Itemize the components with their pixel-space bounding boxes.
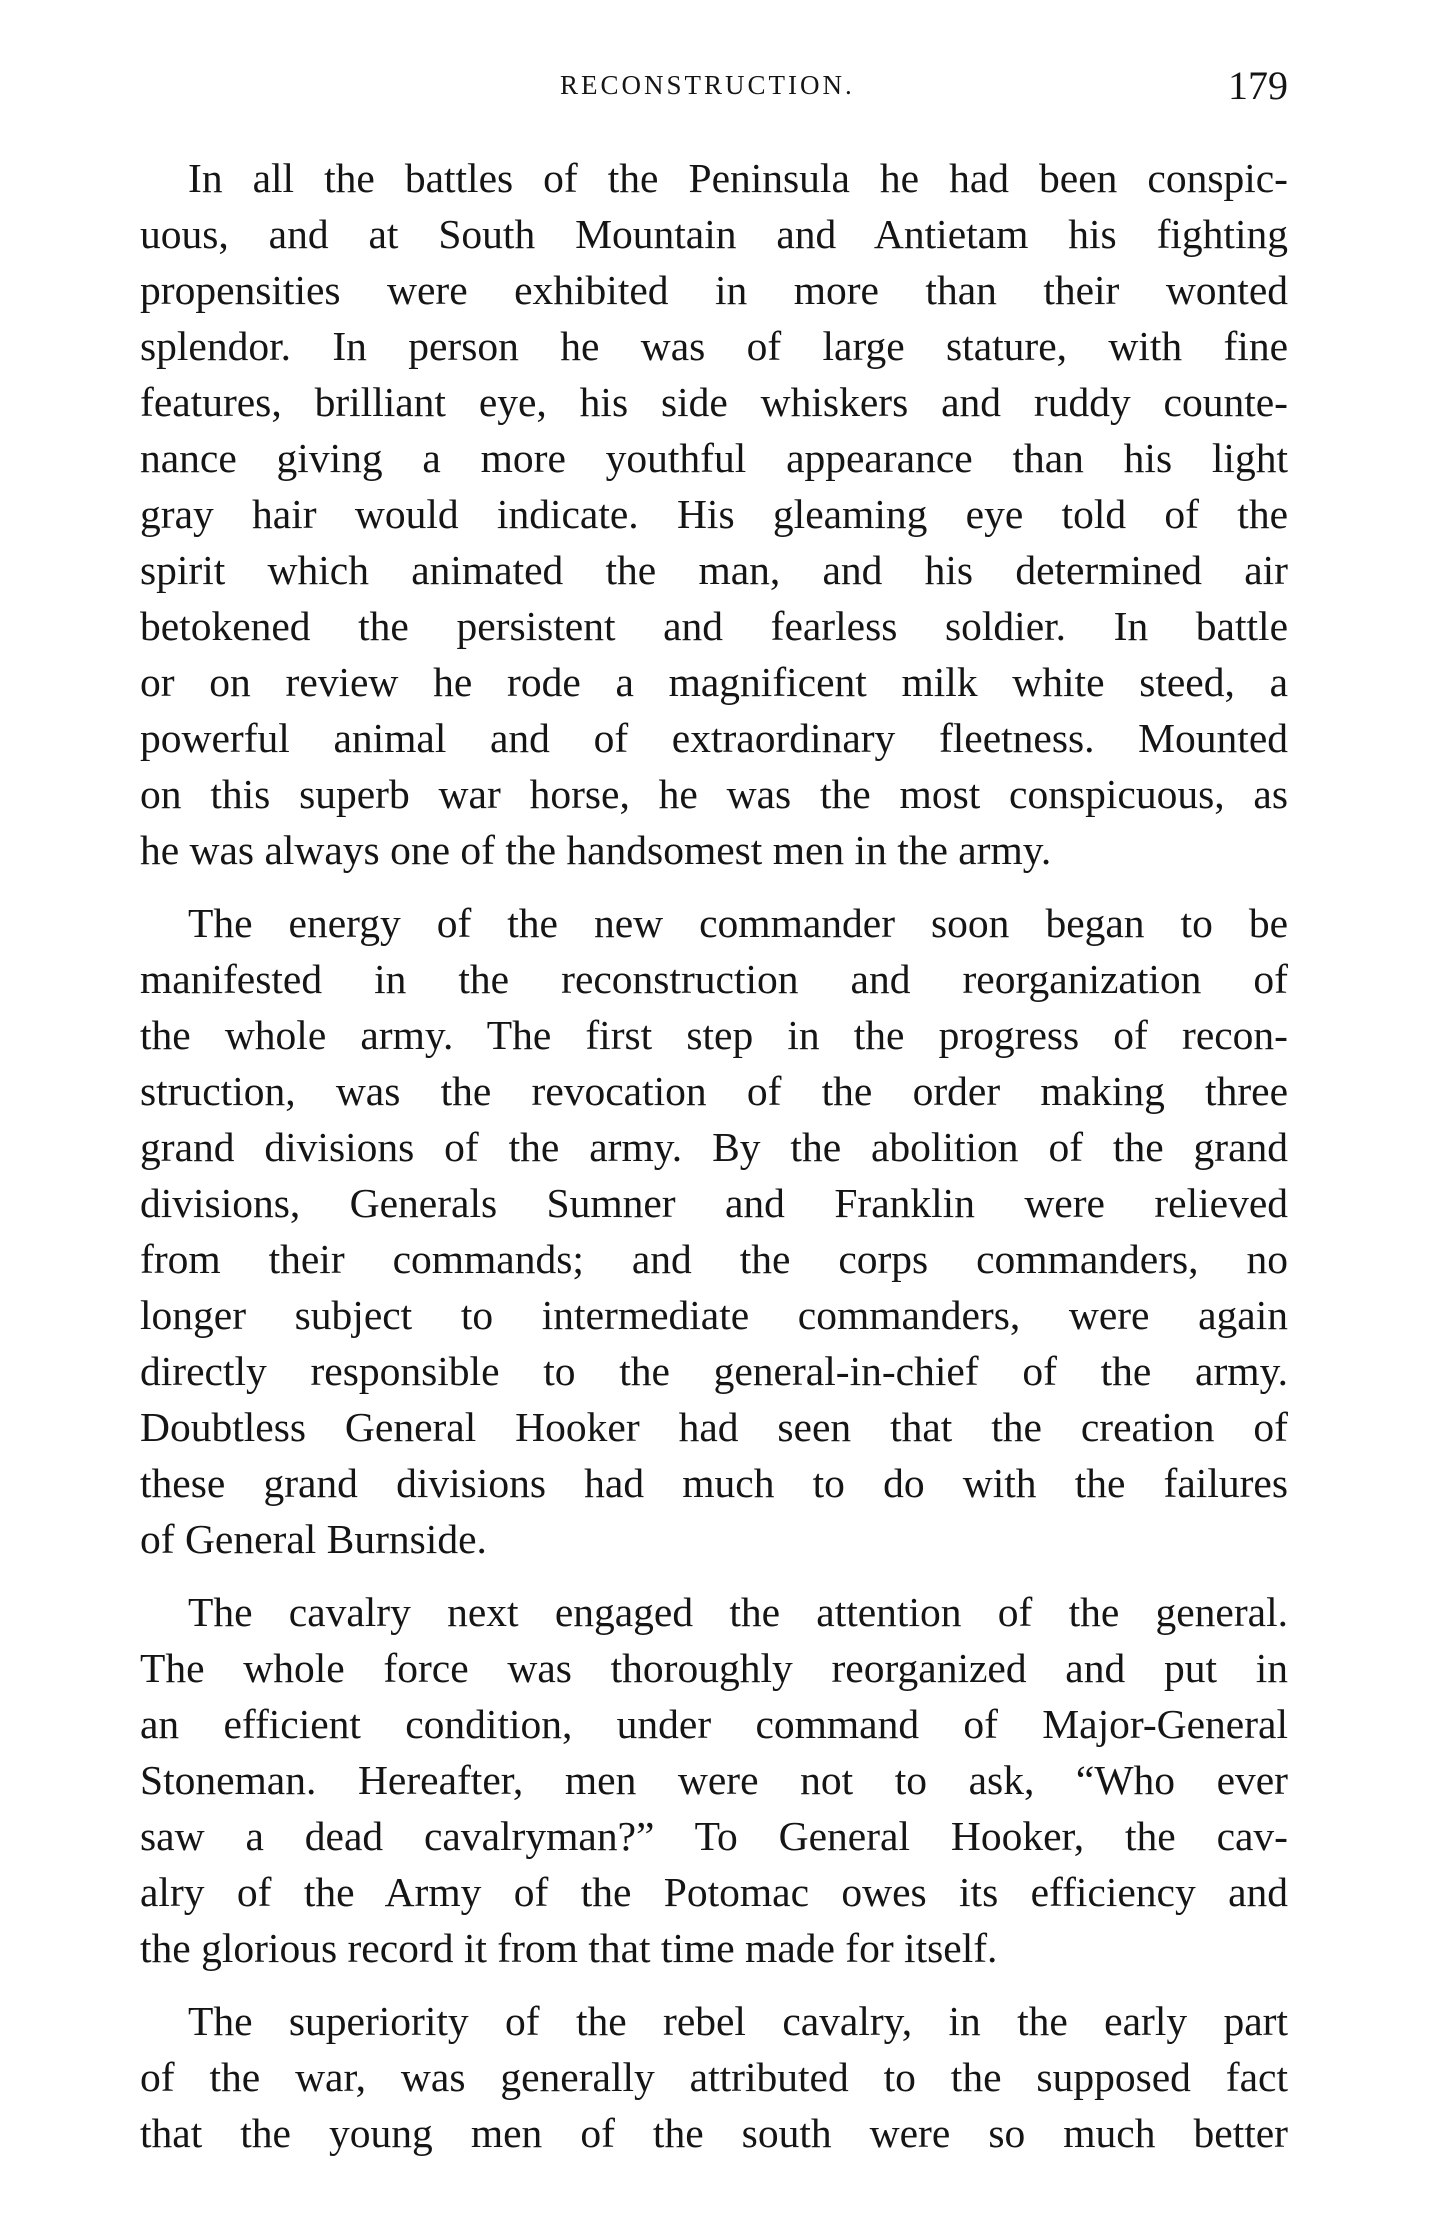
paragraph-4 <box>140 1993 1288 2161</box>
text-line: longer subject to intermediate commanders, were again <box>140 1292 1288 1338</box>
text-line: the whole army. The first step in the progress of recon- <box>140 1012 1288 1058</box>
text-line: Stoneman. Hereafter, men were not to ask, “Who ever <box>140 1757 1288 1803</box>
text-line: manifested in the reconstruction and reorganization of <box>140 956 1288 1002</box>
text-line: splendor. In person he was of large stature, with fine <box>140 323 1288 369</box>
body-text <box>140 150 1288 2178</box>
text-line: spirit which animated the man, and his determined air <box>140 547 1288 593</box>
running-title: RECONSTRUCTION. <box>560 70 855 100</box>
text-line: from their commands; and the corps commanders, no <box>140 1236 1288 1282</box>
text-line: of the war, was generally attributed to the supposed fact <box>140 2054 1288 2100</box>
text-line: directly responsible to the general-in-chief of the army. <box>140 1348 1288 1394</box>
page-number: 179 <box>1228 63 1288 108</box>
text-line: or on review he rode a magnificent milk white steed, a <box>140 659 1288 705</box>
text-line: betokened the persistent and fearless soldier. In battle <box>140 603 1288 649</box>
paragraph-3 <box>140 1584 1288 1976</box>
paragraph-1 <box>140 150 1288 878</box>
text-line: powerful animal and of extraordinary fleetness. Mounted <box>140 715 1288 761</box>
text-line: these grand divisions had much to do with the failures <box>140 1460 1288 1506</box>
text-line: that the young men of the south were so much better <box>140 2110 1288 2156</box>
text-line: The superiority of the rebel cavalry, in the early part <box>188 1998 1288 2044</box>
text-line: grand divisions of the army. By the abolition of the grand <box>140 1124 1288 1170</box>
text-line: alry of the Army of the Potomac owes its efficiency and <box>140 1869 1288 1915</box>
running-head <box>140 62 1288 112</box>
text-line: struction, was the revocation of the order making three <box>140 1068 1288 1114</box>
text-line: uous, and at South Mountain and Antietam his fighting <box>140 211 1288 257</box>
text-line: nance giving a more youthful appearance than his light <box>140 435 1288 481</box>
text-line: an efficient condition, under command of Major-General <box>140 1701 1288 1747</box>
text-line: divisions, Generals Sumner and Franklin were relieved <box>140 1180 1288 1226</box>
text-line: The energy of the new commander soon began to be <box>188 900 1288 946</box>
text-line: propensities were exhibited in more than their wonted <box>140 267 1288 313</box>
text-line: The cavalry next engaged the attention of the general. <box>188 1589 1288 1635</box>
text-line: saw a dead cavalryman?” To General Hooker, the cav- <box>140 1813 1288 1859</box>
text-line: The whole force was thoroughly reorganized and put in <box>140 1645 1288 1691</box>
text-line: he was always one of the handsomest men in the army. <box>140 827 1052 873</box>
text-line: Doubtless General Hooker had seen that the creation of <box>140 1404 1288 1450</box>
text-line: In all the battles of the Peninsula he had been conspic- <box>188 155 1288 201</box>
text-line: of General Burnside. <box>140 1516 487 1562</box>
paragraph-2 <box>140 895 1288 1567</box>
text-line: the glorious record it from that time made for itself. <box>140 1925 998 1971</box>
text-line: gray hair would indicate. His gleaming eye told of the <box>140 491 1288 537</box>
text-line: features, brilliant eye, his side whiskers and ruddy counte- <box>140 379 1288 425</box>
text-line: on this superb war horse, he was the most conspicuous, as <box>140 771 1288 817</box>
